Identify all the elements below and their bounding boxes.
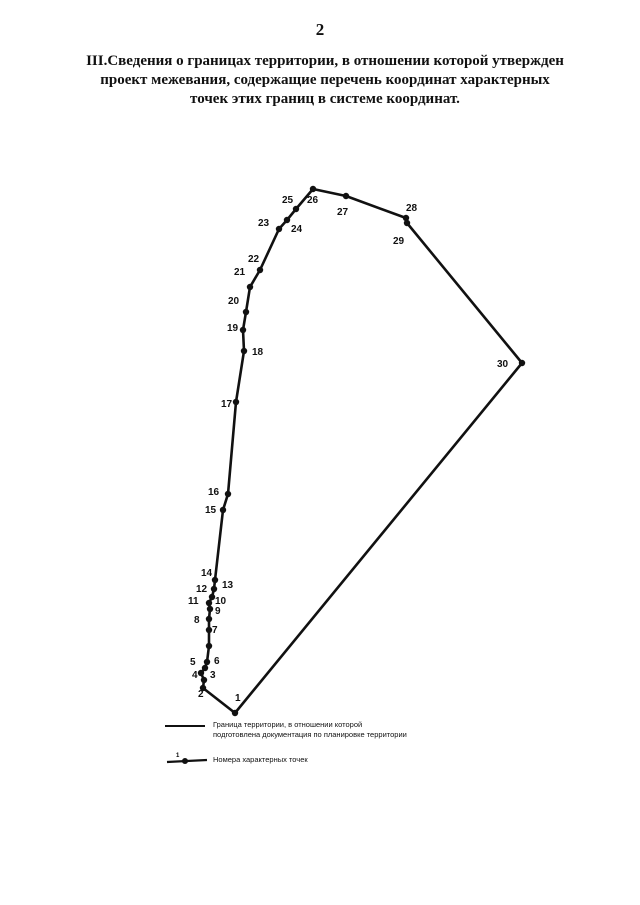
legend-boundary-line: [165, 725, 205, 727]
boundary-point-5: [202, 665, 208, 671]
legend-boundary-text-1: Граница территории, в отношении которой: [213, 720, 363, 729]
boundary-point-30: [519, 360, 525, 366]
boundary-point-labels: [188, 195, 509, 704]
point-label-5: 5: [190, 657, 196, 668]
boundary-point-7: [206, 643, 212, 649]
point-label-30: 30: [497, 359, 509, 370]
point-label-13: 13: [222, 580, 234, 591]
boundary-point-16: [225, 491, 231, 497]
point-label-8: 8: [194, 615, 200, 626]
point-label-29: 29: [393, 236, 405, 247]
boundary-point-1: [232, 710, 238, 716]
point-label-1: 1: [235, 693, 241, 704]
point-label-25: 25: [282, 195, 294, 206]
page-number: 2: [315, 20, 325, 39]
heading-line-2: проект межевания, содержащие перечень координат характерных: [100, 72, 550, 88]
boundary-point-15: [220, 507, 226, 513]
point-label-12: 12: [196, 584, 208, 595]
legend-point-marker: [182, 758, 188, 764]
boundary-points: [198, 186, 525, 716]
boundary-point-13: [211, 586, 217, 592]
legend-point-number: 1: [176, 753, 180, 759]
point-label-10: 10: [215, 596, 227, 607]
boundary-point-23: [276, 226, 282, 232]
boundary-point-27: [343, 193, 349, 199]
boundary-point-26: [310, 186, 316, 192]
boundary-point-3: [201, 677, 207, 683]
point-label-27: 27: [337, 207, 349, 218]
point-label-17: 17: [221, 399, 233, 410]
point-label-3: 3: [210, 670, 216, 681]
point-label-11: 11: [188, 596, 199, 607]
point-label-19: 19: [227, 323, 239, 334]
boundary-point-10: [207, 606, 213, 612]
point-label-16: 16: [208, 487, 220, 498]
legend-point-sample: [165, 752, 209, 766]
point-label-23: 23: [258, 218, 270, 229]
boundary-point-25: [293, 206, 299, 212]
point-label-9: 9: [215, 606, 221, 617]
boundary-point-14: [212, 577, 218, 583]
boundary-point-4: [198, 670, 204, 676]
point-label-22: 22: [248, 254, 260, 265]
boundary-point-29: [404, 220, 410, 226]
boundary-point-21: [247, 284, 253, 290]
boundary-point-17: [233, 399, 239, 405]
point-label-6: 6: [214, 656, 220, 667]
legend-boundary-text-2: подготовлена документация по планировке территории: [213, 730, 407, 739]
heading-line-1: III.Сведения о границах территории, в отношении которой утвержден: [86, 53, 564, 69]
point-label-4: 4: [192, 670, 198, 681]
legend-boundary: [165, 720, 483, 740]
heading-line-3: точек этих границ в системе координат.: [190, 91, 460, 107]
legend-points: [165, 752, 483, 766]
point-label-14: 14: [201, 568, 213, 579]
territory-boundary: [201, 189, 522, 713]
boundary-point-24: [284, 217, 290, 223]
point-label-21: 21: [234, 267, 246, 278]
point-label-24: 24: [291, 224, 303, 235]
boundary-point-20: [243, 309, 249, 315]
legend-points-text: Номера характерных точек: [213, 755, 308, 764]
point-label-7: 7: [212, 625, 218, 636]
point-label-20: 20: [228, 296, 240, 307]
boundary-point-18: [241, 348, 247, 354]
boundary-point-11: [206, 600, 212, 606]
boundary-point-19: [240, 327, 246, 333]
boundary-point-22: [257, 267, 263, 273]
point-label-26: 26: [307, 195, 319, 206]
boundary-point-6: [204, 659, 210, 665]
point-label-15: 15: [205, 505, 217, 516]
point-label-18: 18: [252, 347, 264, 358]
point-label-2: 2: [198, 689, 204, 700]
boundary-point-9: [206, 616, 212, 622]
point-label-28: 28: [406, 203, 418, 214]
